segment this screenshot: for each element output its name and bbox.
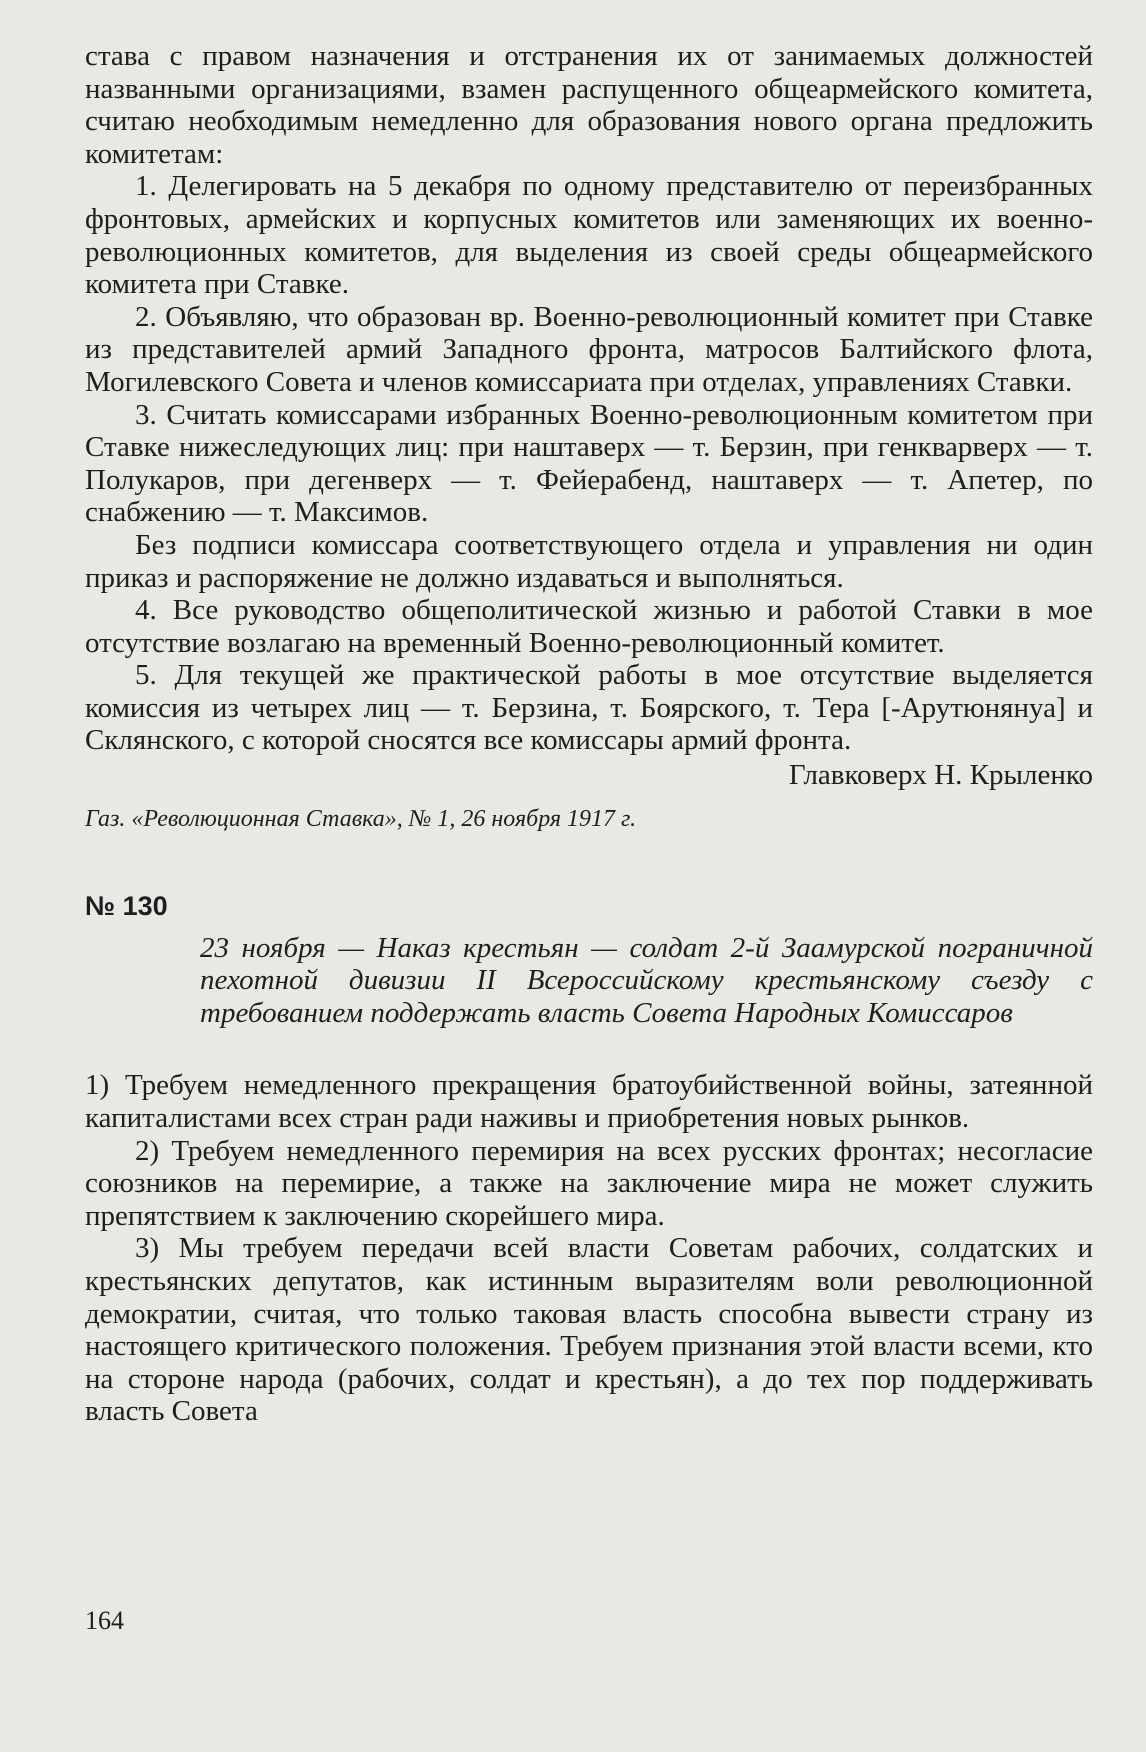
signature-requirement: Без подписи комиссара соответствующего отдела и управления ни один приказ и распоряжение не должно издаваться и выполняться. — [85, 528, 1093, 594]
page-content — [85, 40, 1093, 1428]
demand-3: 3) Мы требуем передачи всей власти Советам рабочих, солдатских и крестьянских депутатов, как истинным выразителям воли революционной демократии, считая, что только таковая власть способна вывести страну из настоящего критического положения. Требуем признания этой власти всеми, кто на стороне народа (рабочих, солдат и крестьян), а до тех пор поддерживать власть Совета — [85, 1232, 1093, 1428]
demand-2: 2) Требуем немедленного перемирия на всех русских фронтах; несогласие союзников на перемирие, а также на заключение мира не может служить препятствием к заключению скорейшего мира. — [85, 1134, 1093, 1232]
list-item-3: 3. Считать комиссарами избранных Военно-революционным комитетом при Ставке нижеследующих лиц: при наштаверх — т. Берзин, при генкварверх — т. Полукаров, при дегенверх — т. Фейерабенд, наштаверх — т. Апетер, по снабжению — т. Максимов. — [85, 398, 1093, 529]
document-heading: 23 ноября — Наказ крестьян — солдат 2-й Заамурской пограничной пехотной дивизии II Всероссийскому крестьянскому съезду с требованием поддержать власть Совета Народных Комиссаров — [200, 931, 1093, 1029]
continuation-intro: става с правом назначения и отстранения их от занимаемых должностей названными организациями, взамен распущенного общеармейского комитета, считаю необходимым немедленно для образования нового органа предложить комитетам: — [85, 40, 1093, 170]
list-item-1: 1. Делегировать на 5 декабря по одному представителю от переизбранных фронтовых, армейских и корпусных комитетов или заменяющих их военно-революционных комитетов, для выделения из своей среды общеармейского комитета при Ставке. — [85, 170, 1093, 301]
source-citation: Газ. «Революционная Ставка», № 1, 26 ноября 1917 г. — [85, 805, 637, 832]
signature: Главковерх Н. Крыленко — [788, 759, 1093, 792]
list-item-4: 4. Все руководство общеполитической жизнью и работой Ставки в мое отсутствие возлагаю на временный Военно-революционный комитет. — [85, 594, 1093, 659]
document-number: № 130 — [85, 890, 168, 921]
demand-1: 1) Требуем немедленного прекращения братоубийственной войны, затеянной капиталистами всех стран ради наживы и приобретения новых рынков. — [85, 1069, 1093, 1135]
page-number: 164 — [85, 1606, 124, 1635]
document-body — [85, 1069, 1093, 1428]
list-item-2: 2. Объявляю, что образован вр. Военно-революционный комитет при Ставке из представителей армий Западного фронта, матросов Балтийского флота, Могилевского Совета и членов комиссариата при отделах, управлениях Ставки. — [85, 300, 1093, 398]
list-item-5: 5. Для текущей же практической работы в мое отсутствие выделяется комиссия из четырех лиц — т. Берзина, т. Боярского, т. Тера [-Арутюнянуа] и Склянского, с которой сносятся все комиссары армий фронта. — [85, 659, 1093, 757]
